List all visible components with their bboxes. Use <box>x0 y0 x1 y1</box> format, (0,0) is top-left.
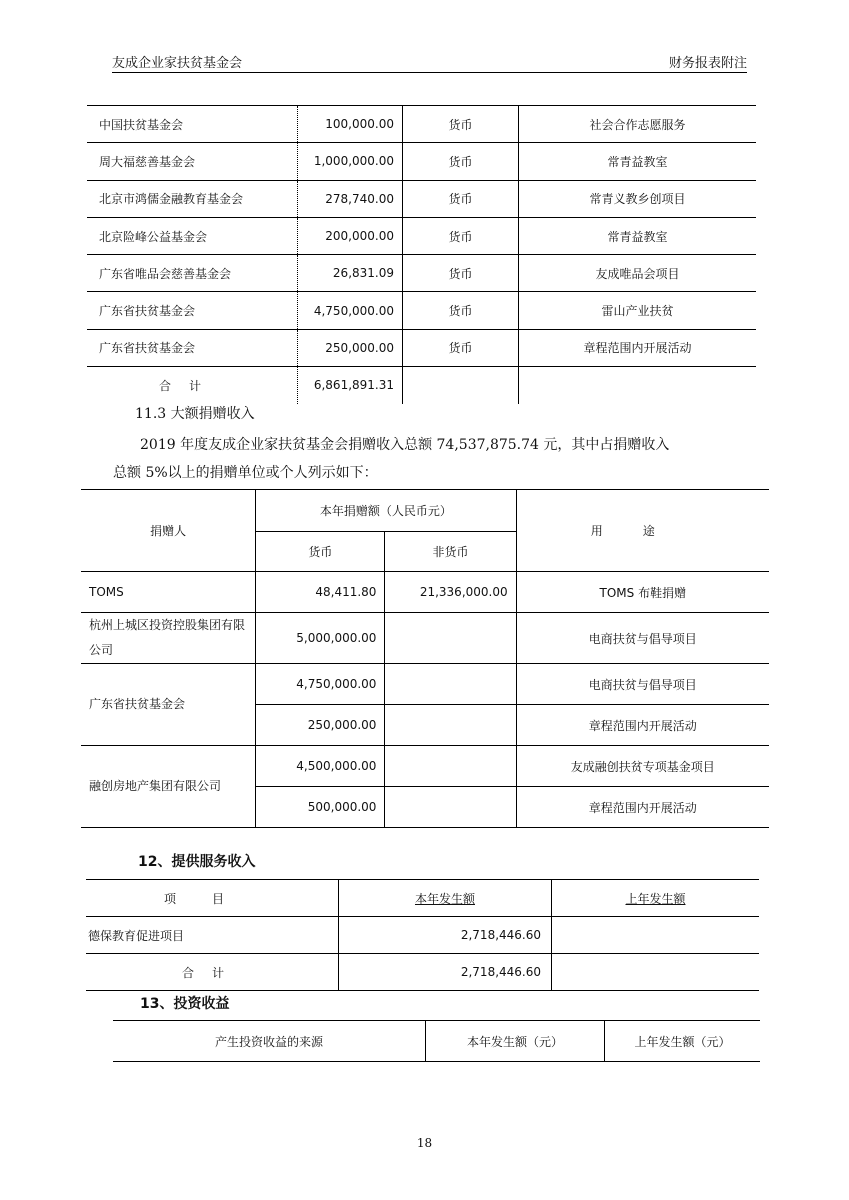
cash-amount: 250,000.00 <box>256 705 385 746</box>
investment-income-table <box>113 1020 760 1062</box>
donation-amount: 1,000,000.00 <box>298 143 403 180</box>
donation-use: 章程范围内开展活动 <box>516 787 769 828</box>
donation-use: 友成融创扶贫专项基金项目 <box>516 746 769 787</box>
donation-use: 章程范围内开展活动 <box>516 705 769 746</box>
table-row <box>87 255 756 292</box>
donation-use: TOMS 布鞋捐赠 <box>516 572 769 613</box>
donation-type: 货币 <box>403 143 519 180</box>
col-header-cash: 货币 <box>256 532 385 572</box>
col-header-donor: 捐赠人 <box>81 490 256 572</box>
table-row <box>81 613 769 664</box>
table-row <box>87 329 756 366</box>
total-purpose <box>519 367 757 404</box>
donation-purpose: 雷山产业扶贫 <box>519 292 757 329</box>
table-row <box>81 572 769 613</box>
noncash-amount <box>385 613 516 664</box>
donation-amount: 250,000.00 <box>298 329 403 366</box>
col-header-noncash: 非货币 <box>385 532 516 572</box>
cash-amount: 48,411.80 <box>256 572 385 613</box>
donor-name: 北京险峰公益基金会 <box>87 217 298 254</box>
service-income-table <box>86 879 759 991</box>
total-type <box>403 367 519 404</box>
table-row <box>87 292 756 329</box>
page-number: 18 <box>416 1136 433 1150</box>
donation-type: 货币 <box>403 329 519 366</box>
donation-use: 电商扶贫与倡导项目 <box>516 613 769 664</box>
donation-income-table <box>87 105 756 404</box>
large-donation-table <box>81 489 769 828</box>
donation-type: 货币 <box>403 106 519 143</box>
donation-type: 货币 <box>403 255 519 292</box>
donation-amount: 278,740.00 <box>298 180 403 217</box>
donation-type: 货币 <box>403 217 519 254</box>
donation-use: 电商扶贫与倡导项目 <box>516 664 769 705</box>
col-header-item: 项目 <box>86 880 339 917</box>
service-prior-amount <box>552 917 760 954</box>
donor-name: 中国扶贫基金会 <box>87 106 298 143</box>
header-org-name: 友成企业家扶贫基金会 <box>112 56 243 71</box>
donation-amount: 4,750,000.00 <box>298 292 403 329</box>
col-header-source: 产生投资收益的来源 <box>113 1021 426 1062</box>
page-header <box>112 50 747 73</box>
donation-amount: 26,831.09 <box>298 255 403 292</box>
donor-name: 融创房地产集团有限公司 <box>81 746 256 828</box>
section-11-3-title: 11.3 大额捐赠收入 <box>135 406 255 422</box>
noncash-amount <box>385 705 516 746</box>
table-row <box>81 664 769 705</box>
total-label: 合计 <box>86 954 339 991</box>
table-row <box>87 217 756 254</box>
section-13-title: 13、投资收益 <box>140 996 230 1012</box>
donor-name: 广东省扶贫基金会 <box>87 329 298 366</box>
col-header-prior-year: 上年发生额（元） <box>605 1021 761 1062</box>
col-header-prior-year: 上年发生额 <box>552 880 760 917</box>
donor-name: 周大福慈善基金会 <box>87 143 298 180</box>
donor-name: 广东省扶贫基金会 <box>81 664 256 746</box>
service-current-amount: 2,718,446.60 <box>339 917 552 954</box>
section-11-3-paragraph-line2: 总额 5%以上的捐赠单位或个人列示如下： <box>113 465 378 481</box>
donation-purpose: 友成唯品会项目 <box>519 255 757 292</box>
table-row-total <box>87 367 756 404</box>
noncash-amount <box>385 664 516 705</box>
col-header-use: 用途 <box>516 490 769 572</box>
donor-name: 广东省扶贫基金会 <box>87 292 298 329</box>
cash-amount: 500,000.00 <box>256 787 385 828</box>
table-row <box>81 746 769 787</box>
donation-amount: 100,000.00 <box>298 106 403 143</box>
donation-purpose: 常青义教乡创项目 <box>519 180 757 217</box>
section-11-3-paragraph-line1: 2019 年度友成企业家扶贫基金会捐赠收入总额 74,537,875.74 元，其中占捐赠收入 <box>140 437 670 453</box>
table-row <box>87 143 756 180</box>
cash-amount: 4,750,000.00 <box>256 664 385 705</box>
noncash-amount <box>385 746 516 787</box>
donation-type: 货币 <box>403 292 519 329</box>
donation-purpose: 常青益教室 <box>519 217 757 254</box>
donation-purpose: 常青益教室 <box>519 143 757 180</box>
total-current-amount: 2,718,446.60 <box>339 954 552 991</box>
donor-name: 杭州上城区投资控股集团有限公司 <box>81 613 256 664</box>
total-label: 合计 <box>158 378 219 393</box>
table-row <box>87 180 756 217</box>
donation-amount: 200,000.00 <box>298 217 403 254</box>
header-doc-title: 财务报表附注 <box>668 56 747 71</box>
donor-name: 北京市鸿儒金融教育基金会 <box>87 180 298 217</box>
table-row <box>86 917 759 954</box>
col-header-current-year: 本年发生额 <box>339 880 552 917</box>
section-12-title: 12、提供服务收入 <box>138 854 256 870</box>
cash-amount: 4,500,000.00 <box>256 746 385 787</box>
total-prior-amount <box>552 954 760 991</box>
col-header-amount: 本年捐赠额（人民币元） <box>256 490 516 532</box>
donation-purpose: 章程范围内开展活动 <box>519 329 757 366</box>
table-row <box>87 106 756 143</box>
donor-name: TOMS <box>81 572 256 613</box>
donor-name: 广东省唯品会慈善基金会 <box>87 255 298 292</box>
cash-amount: 5,000,000.00 <box>256 613 385 664</box>
table-row-total <box>86 954 759 991</box>
col-header-current-year: 本年发生额（元） <box>426 1021 605 1062</box>
service-item-name: 德保教育促进项目 <box>86 917 339 954</box>
donation-purpose: 社会合作志愿服务 <box>519 106 757 143</box>
noncash-amount: 21,336,000.00 <box>385 572 516 613</box>
total-amount: 6,861,891.31 <box>298 367 403 404</box>
donation-type: 货币 <box>403 180 519 217</box>
noncash-amount <box>385 787 516 828</box>
